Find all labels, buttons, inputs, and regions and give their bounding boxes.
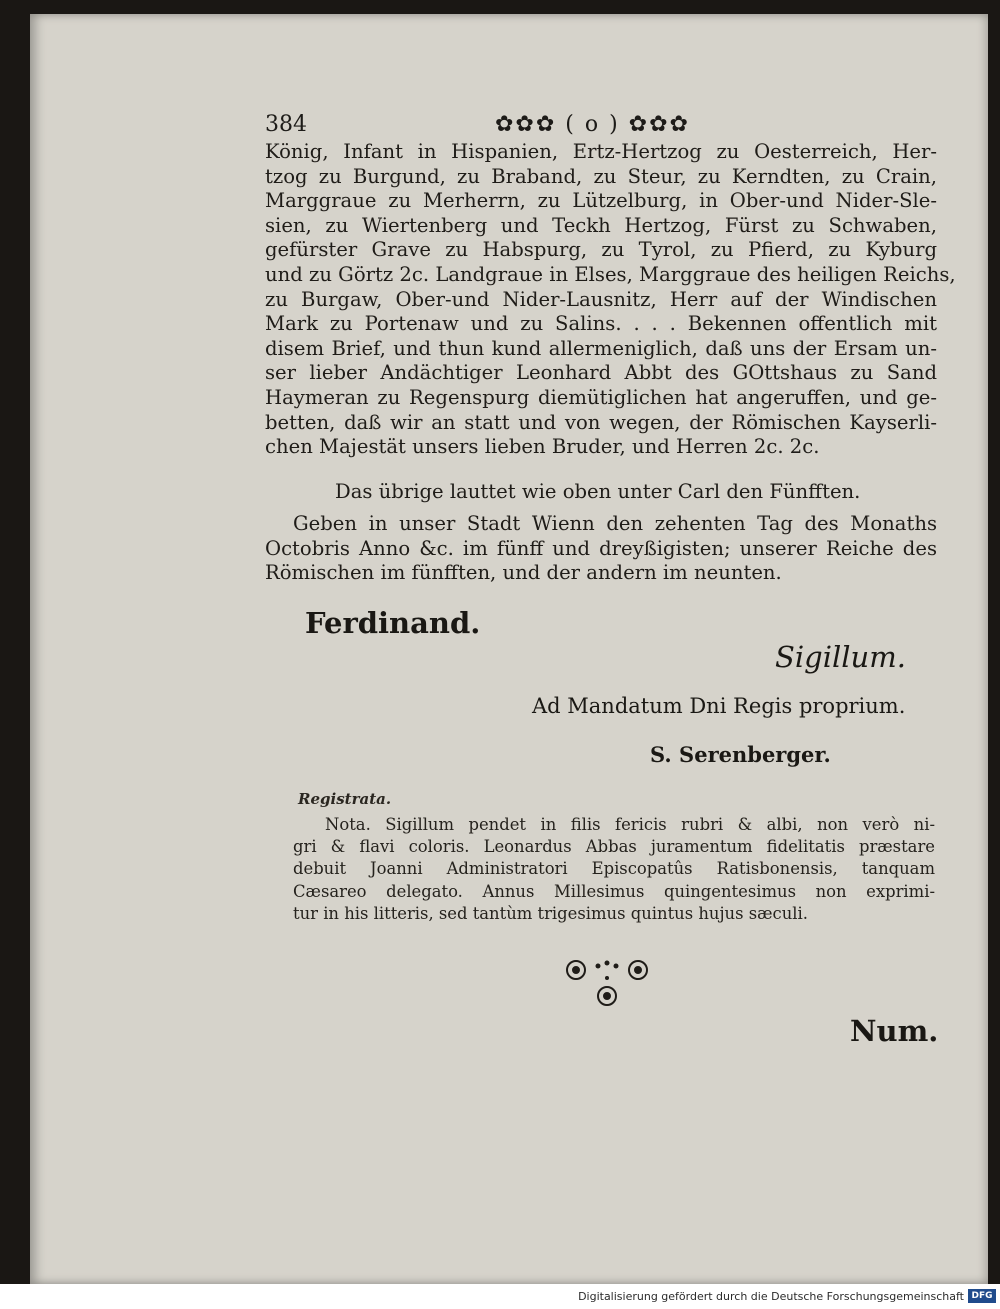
text-line: ser lieber Andächtiger Leonhard Abbt des GOttshaus zu Sand — [265, 361, 937, 385]
nota-line: debuit Joanni Administratori Episcopatûs Ratisbonensis, tanquam — [293, 859, 935, 879]
text-line: disem Brief, und thun kund allermeniglich, daß uns der Ersam un- — [265, 336, 937, 360]
footer-credit: Digitalisierung gefördert durch die Deutsche Forschungsgemeinschaft — [578, 1290, 964, 1303]
text-line: Haymeran zu Regenspurg diemütiglichen hat angeruffen, und ge- — [265, 385, 937, 409]
dating-paragraph — [265, 512, 937, 586]
footer-bar — [0, 1284, 1000, 1309]
nota-line: gri & flavi coloris. Leonardus Abbas juramentum fidelitatis præstare — [293, 837, 935, 857]
text-line: chen Majestät unsers lieben Bruder, und Herren 2c. 2c. — [265, 435, 820, 459]
nota-line: Cæsareo delegato. Annus Millesimus quingentesimus non exprimi- — [293, 881, 935, 901]
text-line: gefürster Grave zu Habspurg, zu Tyrol, zu Pfierd, zu Kyburg — [265, 238, 937, 262]
registrata-label: Registrata. — [298, 790, 392, 808]
catchword: Num. — [850, 1014, 939, 1048]
text-line: König, Infant in Hispanien, Ertz-Hertzog zu Oesterreich, Her- — [265, 140, 937, 163]
text-line: sien, zu Wiertenberg und Teckh Hertzog, Fürst zu Schwaben, — [265, 213, 937, 237]
text-line: zu Burgaw, Ober-und Nider-Lausnitz, Herr auf der Windischen — [265, 287, 937, 311]
text-line: betten, daß wir an statt und von wegen, der Römischen Kayserli- — [265, 410, 937, 434]
page-header — [265, 112, 705, 142]
text-line: Marggraue zu Merherrn, zu Lützelburg, in Ober-und Nider-Sle- — [265, 189, 937, 213]
text-line: Mark zu Portenaw und zu Salins. . . . Bekennen offentlich mit — [265, 312, 937, 336]
nota-block — [293, 814, 935, 925]
secretary-signature: S. Serenberger. — [650, 742, 831, 767]
dfg-logo-icon: DFG — [968, 1289, 996, 1303]
text-line: Römischen im fünfften, und der andern im neunten. — [265, 561, 782, 585]
text-line: tzog zu Burgund, zu Braband, zu Steur, zu Kerndten, zu Crain, — [265, 164, 937, 188]
text-line: und zu Görtz 2c. Landgraue in Elses, Marggraue des heiligen Reichs, — [265, 262, 956, 286]
signature-ferdinand: Ferdinand. — [305, 606, 481, 640]
page-number: 384 — [265, 112, 307, 137]
seal-note: Sigillum. — [775, 640, 906, 674]
text-line: Octobris Anno &c. im fünff und dreyßigisten; unserer Reiche des — [265, 536, 937, 560]
nota-line: Nota. Sigillum pendet in filis fericis rubri & albi, non verò ni- — [325, 815, 935, 834]
text-line: Geben in unser Stadt Wienn den zehenten Tag des Monaths — [293, 512, 937, 535]
fleuron-ornament-icon — [560, 956, 660, 1016]
main-text-block — [265, 140, 956, 460]
mandate-line: Ad Mandatum Dni Regis proprium. — [532, 694, 906, 718]
reference-paragraph: Das übrige lauttet wie oben unter Carl den Fünfften. — [335, 480, 861, 503]
nota-line: tur in his litteris, sed tantùm trigesimus quintus hujus sæculi. — [293, 903, 808, 923]
header-ornament: ✿✿✿ ( o ) ✿✿✿ — [495, 112, 690, 137]
